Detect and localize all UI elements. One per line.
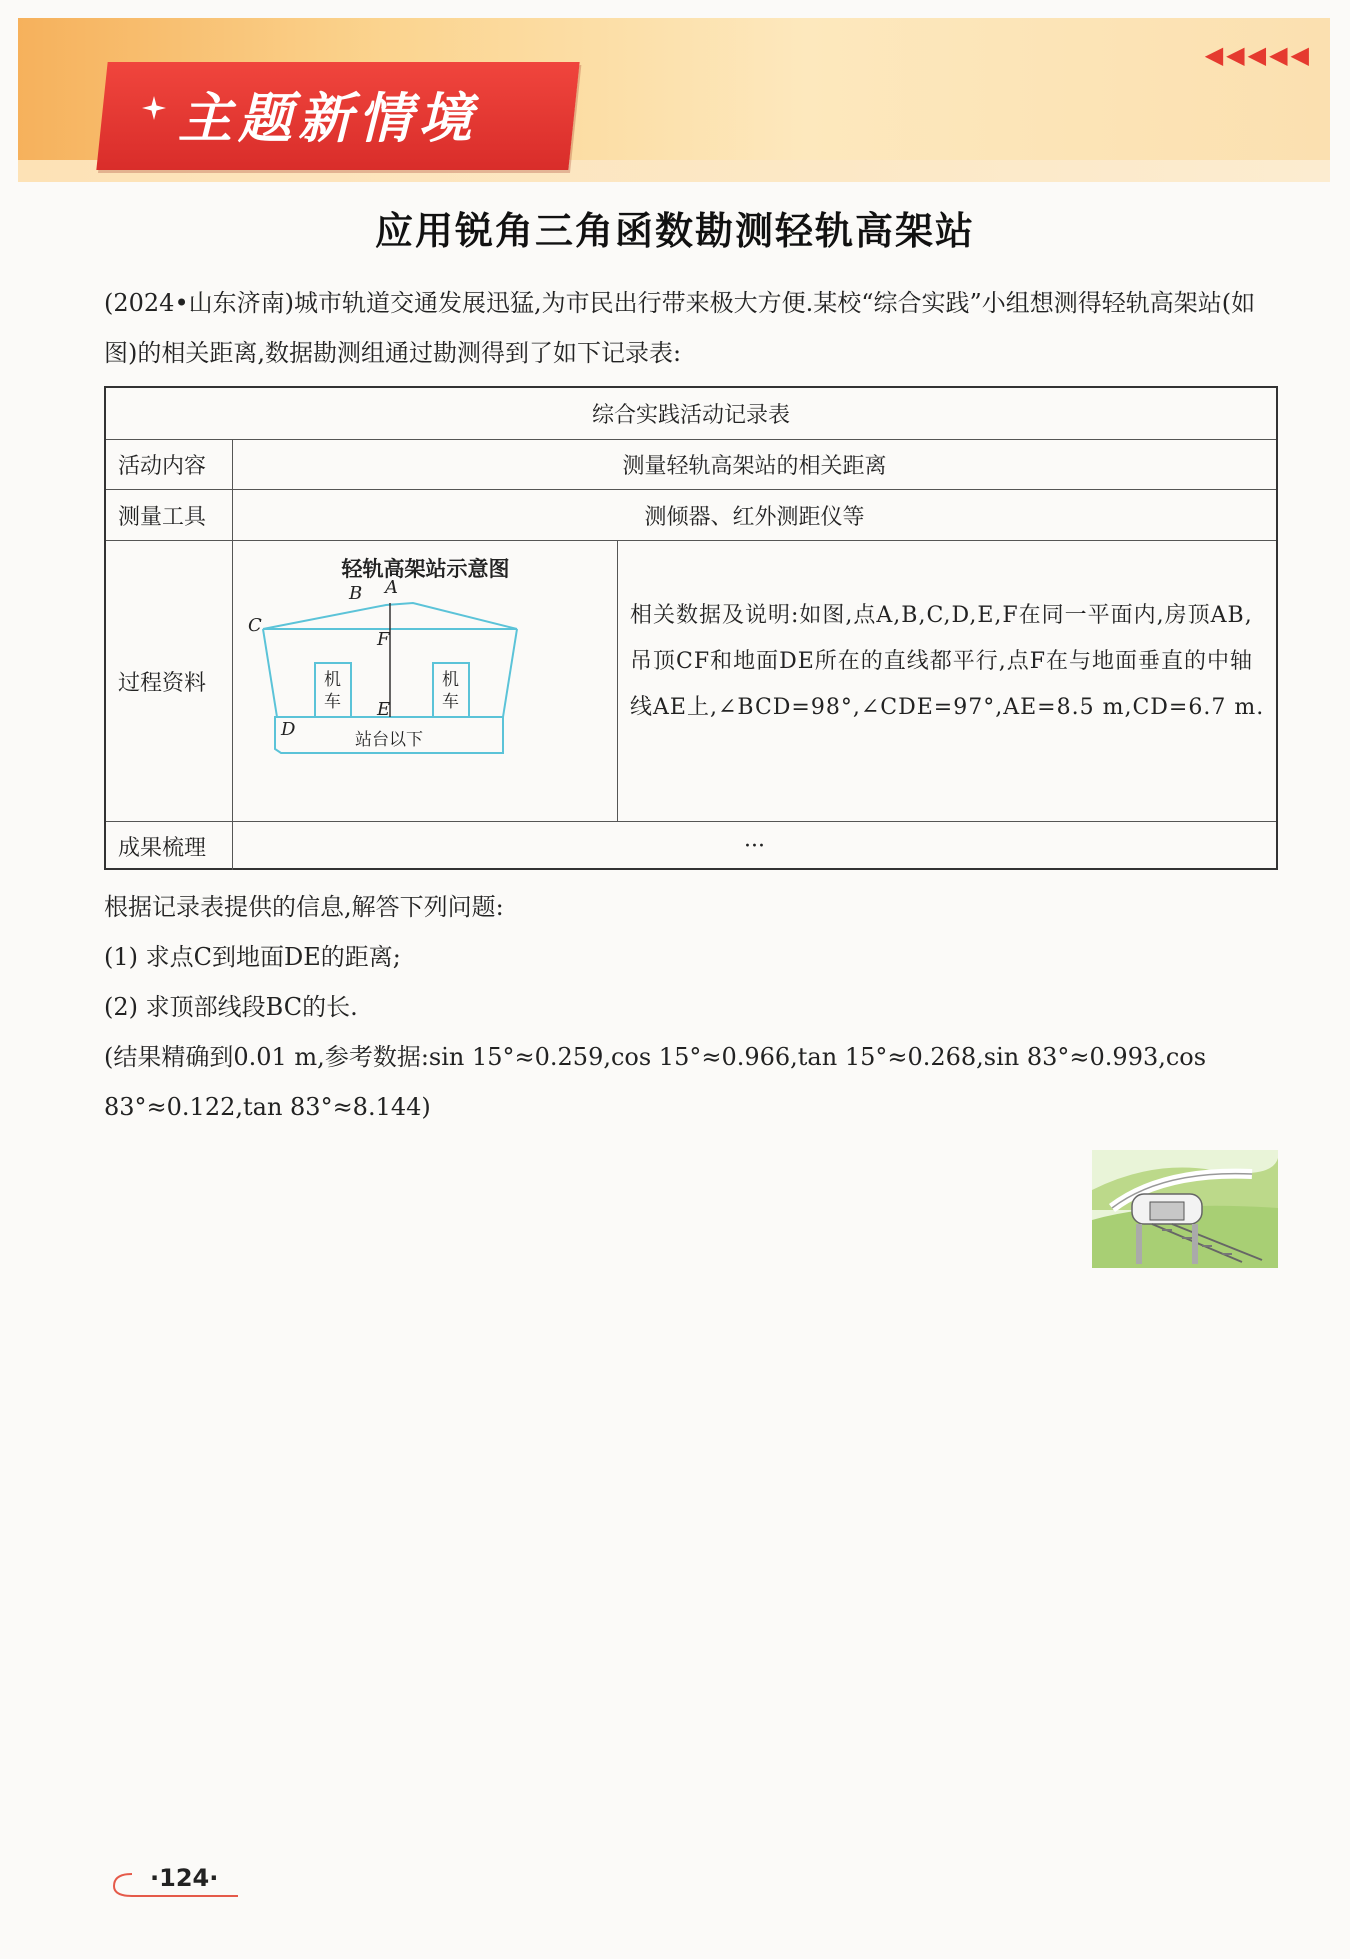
diagram-cell (233, 541, 618, 821)
table-header-row (106, 388, 1276, 440)
diagram-title: 轻轨高架站示意图 (341, 557, 510, 581)
vehicle-label-left-1: 机 (324, 670, 341, 690)
row-value: 测倾器、红外测距仪等 (644, 504, 865, 530)
questions-intro: 根据记录表提供的信息,解答下列问题: (104, 893, 504, 921)
point-label-f: F (377, 629, 390, 650)
sparkle-icon (142, 96, 166, 120)
row-label: 测量工具 (106, 490, 233, 540)
point-label-a: A (385, 577, 398, 598)
point-label-b: B (349, 583, 363, 604)
chevron-left-icon: ◀◀◀◀◀ (1204, 41, 1312, 69)
page-number: ·124· (150, 1864, 219, 1892)
reference-note: (结果精确到0.01 m,参考数据:sin 15°≈0.259,cos 15°≈0.966,tan 15°≈0.268,sin 83°≈0.993,cos 83°≈0.122,tan 83°≈8.144) (104, 1043, 1207, 1121)
row-label: 活动内容 (106, 440, 233, 489)
point-label-d: D (281, 719, 296, 740)
table-row (106, 440, 1276, 490)
process-description: 相关数据及说明:如图,点A,B,C,D,E,F在同一平面内,房顶AB,吊顶CF和地面DE所在的直线都平行,点F在与地面垂直的中轴线AE上,∠BCD=98°,∠CDE=97°,AE=8.5 m,CD=6.7 m. (630, 603, 1265, 720)
platform-label: 站台以下 (355, 730, 423, 750)
wall-right (503, 629, 517, 717)
table-header: 综合实践活动记录表 (591, 403, 790, 428)
wall-left (263, 629, 277, 717)
point-label-c: C (248, 615, 262, 636)
row-value: 测量轻轨高架站的相关距离 (622, 454, 887, 479)
row-label: 成果梳理 (106, 822, 233, 870)
vehicle-label-left-2: 车 (324, 692, 341, 712)
result-row (106, 822, 1276, 870)
problem-intro: (2024•山东济南)城市轨道交通发展迅猛,为市民出行带来极大方便.某校“综合实践”小组想测得轻轨高架站(如图)的相关距离,数据勘测组通过勘测得到了如下记录表: (104, 289, 1256, 367)
question-1: (1) 求点C到地面DE的距离; (104, 943, 401, 971)
point-label-e: E (377, 699, 391, 720)
vehicle-label-right-2: 车 (442, 692, 459, 712)
process-row (106, 541, 1276, 822)
station-diagram (233, 541, 618, 822)
page-title: 应用锐角三角函数勘测轻轨高架站 (374, 208, 975, 253)
row-value: ··· (744, 833, 765, 859)
question-2: (2) 求顶部线段BC的长. (104, 993, 358, 1021)
row-label: 过程资料 (106, 541, 233, 821)
banner-label: 主题新情境 (178, 87, 478, 150)
record-table (104, 386, 1278, 870)
table-row (106, 490, 1276, 541)
elevated-station-illustration (1092, 1150, 1278, 1268)
vehicle-label-right-1: 机 (442, 670, 459, 690)
